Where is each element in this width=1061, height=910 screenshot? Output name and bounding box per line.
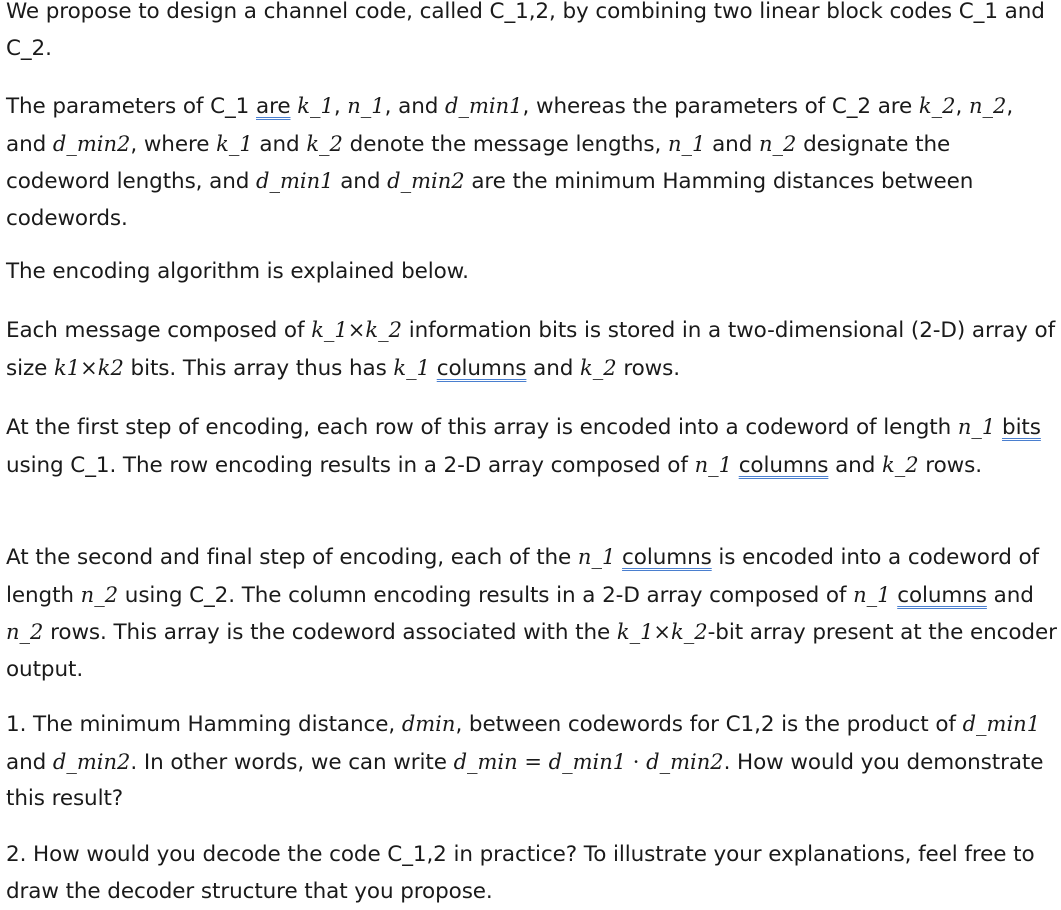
- math-n2: n_2: [759, 131, 797, 156]
- text: bits. This array thus has: [123, 355, 394, 381]
- text: [732, 453, 739, 478]
- text: [995, 415, 1002, 440]
- text: -bit array present at the encoder output.: [6, 620, 1057, 682]
- math-dot: ·: [626, 749, 647, 774]
- math-dmin1: d_min1: [445, 94, 523, 118]
- grammar-flag-columns[interactable]: columns: [897, 582, 987, 608]
- math-k1: k_1: [216, 131, 253, 156]
- message-array-paragraph: [6, 312, 1058, 387]
- text: ,: [333, 94, 348, 119]
- math-k1xk2: k_1×k_2: [616, 620, 708, 644]
- text: The parameters of C_1: [6, 94, 256, 119]
- text: rows. This array is the codeword associated with the: [43, 620, 617, 645]
- text: 2. How would you decode the code C_1,2 in practice? To illustrate your explanations, feel free to draw the decoder structure that you propose.: [6, 842, 1035, 904]
- text: is encoded into a codeword of length: [6, 545, 1040, 608]
- question-1: [6, 706, 1058, 818]
- math-n1: n_1: [853, 582, 891, 607]
- text: The encoding algorithm is explained below.: [6, 259, 469, 284]
- math-n1: n_1: [667, 131, 706, 156]
- text: , where: [130, 131, 217, 157]
- text: and: [333, 169, 388, 194]
- question-2: [6, 837, 1058, 910]
- intro-paragraph: [6, 0, 1058, 67]
- text: , between codewords for C1,2 is the product of: [455, 712, 963, 737]
- text: are the minimum Hamming distances between codewords.: [6, 169, 974, 231]
- math-dmin1: d_min1: [962, 712, 1041, 736]
- math-n2: n_2: [80, 582, 119, 607]
- math-k2: k_2: [580, 355, 617, 380]
- grammar-flag-columns[interactable]: columns: [738, 452, 829, 478]
- math-n1: n_1: [957, 415, 996, 439]
- math-k1: k_1: [393, 355, 430, 380]
- text: and: [705, 131, 759, 157]
- math-k2: k_2: [918, 94, 956, 118]
- text: . In other words, we can write: [130, 749, 454, 775]
- math-dmin1: d_min1: [548, 749, 627, 774]
- math-dmin2: d_min2: [52, 131, 131, 156]
- math-n2: n_2: [6, 620, 44, 644]
- math-k1: k_1: [297, 94, 334, 118]
- math-k2: k_2: [306, 131, 343, 156]
- math-dmin1: d_min1: [256, 169, 334, 193]
- text: information bits is stored in a two-dimensional (2-D) array of size: [6, 318, 1056, 381]
- text: and: [986, 582, 1034, 608]
- math-dmin2: d_min2: [646, 749, 724, 774]
- text: 1. The minimum Hamming distance,: [6, 712, 402, 737]
- text: We propose to design a channel code, called C_1,2, by combining two linear block codes C_1 and C_2.: [6, 0, 1045, 61]
- text: and: [526, 355, 581, 381]
- grammar-flag-bits[interactable]: bits: [1002, 415, 1041, 440]
- math-equals: =: [517, 749, 549, 774]
- text: , and: [6, 94, 1014, 157]
- math-dmin: d_min: [453, 749, 518, 774]
- text: and: [252, 131, 307, 157]
- math-n2: n_2: [968, 94, 1007, 118]
- text: . How would you demonstrate this result?: [6, 749, 1044, 811]
- text: , whereas the parameters of C_2 are: [522, 94, 919, 119]
- text: and: [828, 452, 882, 478]
- math-n1: n_1: [347, 94, 385, 118]
- text: At the second and final step of encoding, each of the: [6, 545, 578, 570]
- row-encoding-paragraph: [6, 409, 1058, 484]
- text: denote the message lengths,: [342, 131, 668, 157]
- text: using C_1. The row encoding results in a 2-D array composed of: [6, 452, 695, 478]
- text: and: [6, 749, 53, 775]
- math-k1xk2: k_1×k_2: [311, 318, 402, 342]
- math-dmin2: d_min2: [387, 169, 465, 193]
- text: ,: [955, 94, 969, 119]
- grammar-flag-columns[interactable]: columns: [622, 545, 712, 570]
- text: rows.: [616, 355, 680, 381]
- math-dmin: dmin: [401, 712, 456, 736]
- math-n1: n_1: [694, 452, 732, 477]
- math-k2: k_2: [881, 452, 919, 477]
- math-n1: n_1: [577, 545, 616, 569]
- math-k1xk2-size: k1×k2: [54, 355, 124, 380]
- text: At the first step of encoding, each row of this array is encoded into a codeword of length: [6, 415, 958, 440]
- encoding-intro-paragraph: [6, 254, 1058, 291]
- grammar-flag-are[interactable]: are: [256, 94, 291, 119]
- text: using C_2. The column encoding results in a 2-D array composed of: [118, 582, 854, 608]
- text: , and: [384, 94, 446, 119]
- math-dmin2: d_min2: [52, 749, 131, 774]
- column-encoding-paragraph: [6, 539, 1058, 688]
- text: rows.: [918, 452, 982, 478]
- text: designate the codeword lengths, and: [6, 131, 951, 194]
- grammar-flag-columns[interactable]: columns: [436, 355, 527, 381]
- parameters-paragraph: [6, 88, 1058, 237]
- text: Each message composed of: [6, 318, 312, 343]
- text: [430, 356, 437, 381]
